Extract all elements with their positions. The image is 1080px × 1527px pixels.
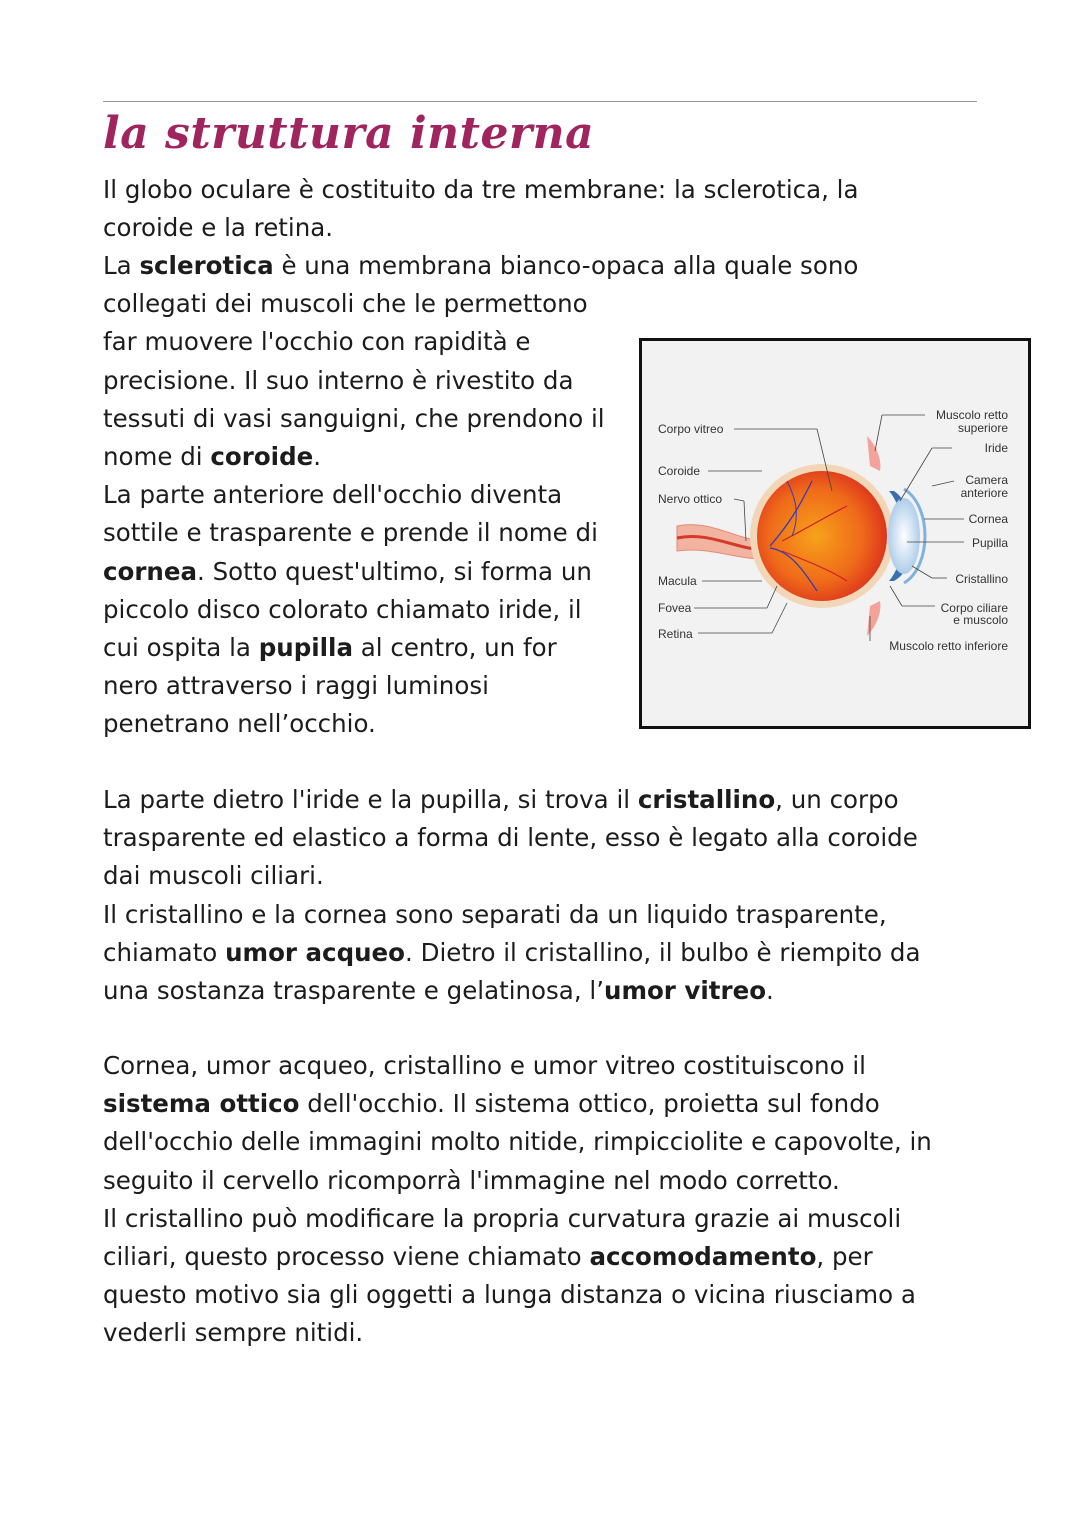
eye-diagram: [639, 338, 1031, 729]
label-cristallino: Cristallino: [955, 572, 1008, 586]
label-retina: Retina: [658, 627, 693, 641]
label-muscolo-superiore-2: superiore: [957, 421, 1008, 435]
superior-muscle-shape: [867, 436, 880, 471]
text-line: nome di coroide.: [103, 442, 322, 472]
text-line: cornea. Sotto quest'ultimo, si forma un: [103, 556, 592, 586]
text-line: far muovere l'occhio con rapidità e: [103, 327, 531, 357]
label-nervo-ottico: Nervo ottico: [658, 492, 723, 506]
text-line: nero attraverso i raggi luminosi: [103, 671, 489, 701]
eye-illustration: [642, 341, 1028, 726]
label-camera-anteriore: Camera: [965, 473, 1008, 487]
text-line: Il cristallino può modificare la propria curvatura grazie ai muscoli: [103, 1203, 902, 1233]
text-line: Cornea, umor acqueo, cristallino e umor vitreo costituiscono il: [103, 1051, 866, 1080]
paragraph-sistema-ottico: [103, 1047, 932, 1353]
text-line: La parte dietro l'iride e la pupilla, si trova il cristallino, un corpo: [103, 785, 899, 814]
label-corpo-ciliare-2: e muscolo: [953, 613, 1008, 627]
text-line: collegati dei muscoli che le permettono: [103, 289, 588, 319]
term-coroide: coroide: [210, 442, 314, 472]
page-title: la struttura interna: [103, 108, 595, 159]
lens-shape: [888, 498, 920, 574]
term-sclerotica: sclerotica: [139, 251, 274, 280]
text-line: dai muscoli ciliari.: [103, 861, 324, 891]
text-line: vederli sempre nitidi.: [103, 1318, 364, 1348]
label-corpo-ciliare: Corpo ciliare: [940, 601, 1008, 615]
text-line: tessuti di vasi sanguigni, che prendono il: [103, 403, 605, 433]
text-line: dell'occhio delle immagini molto nitide, rimpicciolite e capovolte, in: [103, 1127, 932, 1157]
text-line: sistema ottico dell'occhio. Il sistema ottico, proietta sul fondo: [103, 1089, 880, 1119]
paragraph-membrane: [103, 171, 859, 247]
text-line: una sostanza trasparente e gelatinosa, l’umor vitreo.: [103, 976, 774, 1006]
label-corpo-vitreo: Corpo vitreo: [658, 422, 724, 436]
term-umor-vitreo: umor vitreo: [604, 976, 767, 1006]
label-cornea: Cornea: [968, 512, 1008, 526]
text-line: penetrano nell’occhio.: [103, 709, 376, 739]
text-line: ciliari, questo processo viene chiamato accomodamento, per: [103, 1242, 873, 1272]
label-iride: Iride: [984, 441, 1008, 455]
text-line: sottile e trasparente e prende il nome di: [103, 518, 598, 548]
text-line: La sclerotica è una membrana bianco-opaca alla quale sono: [103, 251, 859, 280]
term-accomodamento: accomodamento: [589, 1242, 817, 1272]
text-line: coroide e la retina.: [103, 213, 334, 243]
term-pupilla: pupilla: [258, 633, 353, 663]
label-coroide: Coroide: [658, 464, 701, 478]
label-muscolo-inferiore: Muscolo retto inferiore: [889, 639, 1008, 653]
label-camera-anteriore-2: anteriore: [960, 486, 1008, 500]
term-sistema-ottico: sistema ottico: [103, 1089, 300, 1119]
top-divider: [103, 101, 977, 102]
label-fovea: Fovea: [658, 601, 692, 615]
text-line: trasparente ed elastico a forma di lente, esso è legato alla coroide: [103, 823, 918, 853]
text-line: Il cristallino e la cornea sono separati da un liquido trasparente,: [103, 899, 887, 929]
term-cristallino: cristallino: [637, 785, 776, 814]
label-macula: Macula: [658, 574, 697, 588]
text-line: Il globo oculare è costituito da tre membrane: la sclerotica, la: [103, 175, 859, 204]
text-line: seguito il cervello ricomporrà l'immagine nel modo corretto.: [103, 1165, 840, 1195]
text-line: chiamato umor acqueo. Dietro il cristallino, il bulbo è riempito da: [103, 937, 921, 967]
text-line: piccolo disco colorato chiamato iride, il: [103, 594, 582, 624]
text-line: questo motivo sia gli oggetti a lunga distanza o vicina riusciamo a: [103, 1280, 916, 1310]
text-line: La parte anteriore dell'occhio diventa: [103, 480, 563, 510]
choroid-shape: [757, 471, 887, 601]
paragraph-cristallino: [103, 781, 921, 1010]
text-line: cui ospita la pupilla al centro, un for: [103, 633, 557, 663]
text-line: precisione. Il suo interno è rivestito da: [103, 365, 574, 395]
term-cornea: cornea: [103, 556, 198, 586]
label-pupilla: Pupilla: [971, 536, 1008, 550]
label-muscolo-superiore: Muscolo retto: [935, 408, 1008, 422]
term-umor-acqueo: umor acqueo: [225, 937, 405, 967]
inferior-muscle-shape: [867, 601, 880, 636]
